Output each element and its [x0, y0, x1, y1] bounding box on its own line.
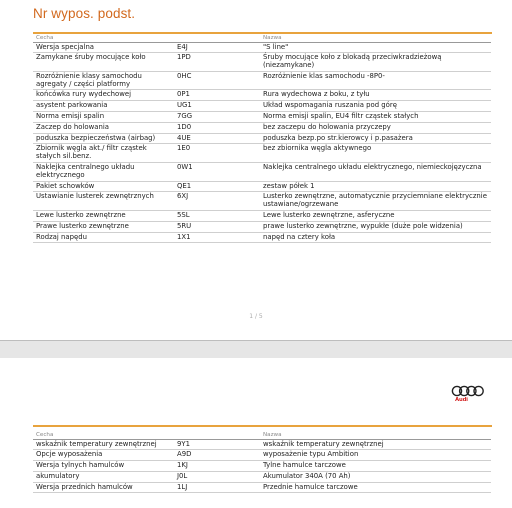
cell-code: UG1 — [174, 101, 260, 112]
cell-feature: poduszka bezpieczeństwa (airbag) — [33, 133, 174, 144]
equipment-table-continued — [33, 431, 491, 493]
table-row — [33, 122, 491, 133]
table-row — [33, 112, 491, 123]
cell-feature: Prawe lusterko zewnętrzne — [33, 221, 174, 232]
table-row — [33, 439, 491, 450]
cell-feature: Wersja przednich hamulców — [33, 482, 174, 493]
cell-name: Tylne hamulce tarczowe — [260, 461, 491, 472]
cell-feature: asystent parkowania — [33, 101, 174, 112]
header-name: Nazwa — [260, 34, 491, 42]
cell-code: 0W1 — [174, 163, 260, 182]
page-separator — [0, 340, 512, 358]
cell-feature: Wersja specjalna — [33, 42, 174, 53]
equipment-table — [33, 34, 491, 243]
cell-name: Lewe lusterko zewnętrzne, asferyczne — [260, 211, 491, 222]
table-row — [33, 101, 491, 112]
cell-name: "S line" — [260, 42, 491, 53]
cell-code: QE1 — [174, 181, 260, 192]
table-row — [33, 53, 491, 72]
cell-name: zestaw półek 1 — [260, 181, 491, 192]
header-divider — [33, 425, 492, 427]
page-title: Nr wypos. podst. — [33, 6, 136, 21]
cell-feature: Zbiornik węgla akt./ filtr cząstek stałych sil.benz. — [33, 144, 174, 163]
cell-feature: akumulatory — [33, 471, 174, 482]
cell-name: wyposażenie typu Ambition — [260, 450, 491, 461]
table-row — [33, 482, 491, 493]
cell-code: 1KJ — [174, 461, 260, 472]
cell-code: 1LJ — [174, 482, 260, 493]
cell-feature: Naklejka centralnego układu elektrycznego — [33, 163, 174, 182]
header-feature: Cecha — [33, 34, 174, 42]
table-row — [33, 71, 491, 90]
cell-name: bez zbiornika węgla aktywnego — [260, 144, 491, 163]
cell-name: Lusterko zewnętrzne, automatycznie przyciemniane elektrycznie ustawiane/ogrzewane — [260, 192, 491, 211]
cell-feature: Lewe lusterko zewnętrzne — [33, 211, 174, 222]
cell-name: Śruby mocujące koło z blokadą przeciwkradzieżową (niezamykane) — [260, 53, 491, 72]
table-row — [33, 461, 491, 472]
cell-name: poduszka bezp.po str.kierowcy i p.pasażera — [260, 133, 491, 144]
cell-feature: Zamykane śruby mocujące koło — [33, 53, 174, 72]
cell-name: bez zaczepu do holowania przyczepy — [260, 122, 491, 133]
table-row — [33, 163, 491, 182]
header-code — [174, 34, 260, 42]
cell-code: 7GG — [174, 112, 260, 123]
cell-feature: końcówka rury wydechowej — [33, 90, 174, 101]
table-row — [33, 221, 491, 232]
table-row — [33, 192, 491, 211]
table-row — [33, 450, 491, 461]
page-number: 1 / 5 — [249, 313, 263, 320]
cell-name: Akumulator 340A (70 Ah) — [260, 471, 491, 482]
cell-code: 9Y1 — [174, 439, 260, 450]
cell-name: napęd na cztery koła — [260, 232, 491, 243]
cell-feature: Opcje wyposażenia — [33, 450, 174, 461]
cell-feature: Ustawianie lusterek zewnętrznych — [33, 192, 174, 211]
cell-feature: wskaźnik temperatury zewnętrznej — [33, 439, 174, 450]
brand-name: Audi — [455, 397, 468, 403]
cell-name: Układ wspomagania ruszania pod górę — [260, 101, 491, 112]
cell-feature: Rodzaj napędu — [33, 232, 174, 243]
cell-name: wskaźnik temperatury zewnętrznej — [260, 439, 491, 450]
header-feature: Cecha — [33, 431, 174, 439]
cell-code: 1E0 — [174, 144, 260, 163]
cell-name: Naklejka centralnego układu elektrycznego, niemieckojęzyczna — [260, 163, 491, 182]
cell-code: 1PD — [174, 53, 260, 72]
cell-feature: Wersja tylnych hamulców — [33, 461, 174, 472]
cell-code: A9D — [174, 450, 260, 461]
cell-code: 1D0 — [174, 122, 260, 133]
table-row — [33, 211, 491, 222]
equipment-table-body — [33, 42, 491, 243]
table-row — [33, 471, 491, 482]
cell-name: Norma emisji spalin, EU4 filtr cząstek stałych — [260, 112, 491, 123]
table-header-row — [33, 34, 491, 42]
table-row — [33, 133, 491, 144]
cell-feature: Pakiet schowków — [33, 181, 174, 192]
cell-feature: Rozróżnienie klasy samochodu agregaty / części platformy — [33, 71, 174, 90]
table-row — [33, 42, 491, 53]
cell-code: E4J — [174, 42, 260, 53]
table-row — [33, 144, 491, 163]
table-row — [33, 90, 491, 101]
cell-code: 6XJ — [174, 192, 260, 211]
cell-code: 5RU — [174, 221, 260, 232]
cell-code: 0P1 — [174, 90, 260, 101]
cell-name: Przednie hamulce tarczowe — [260, 482, 491, 493]
cell-code: 5SL — [174, 211, 260, 222]
table-row — [33, 232, 491, 243]
cell-name: prawe lusterko zewnętrzne, wypukłe (duże pole widzenia) — [260, 221, 491, 232]
cell-name: Rozróżnienie klas samochodu -8P0- — [260, 71, 491, 90]
cell-code: 0HC — [174, 71, 260, 90]
cell-code: 1X1 — [174, 232, 260, 243]
table-row — [33, 181, 491, 192]
cell-feature: Norma emisji spalin — [33, 112, 174, 123]
header-code — [174, 431, 260, 439]
cell-feature: Zaczep do holowania — [33, 122, 174, 133]
equipment-table-body-continued — [33, 439, 491, 493]
header-name: Nazwa — [260, 431, 491, 439]
table-header-row — [33, 431, 491, 439]
cell-code: J0L — [174, 471, 260, 482]
cell-name: Rura wydechowa z boku, z tyłu — [260, 90, 491, 101]
cell-code: 4UE — [174, 133, 260, 144]
